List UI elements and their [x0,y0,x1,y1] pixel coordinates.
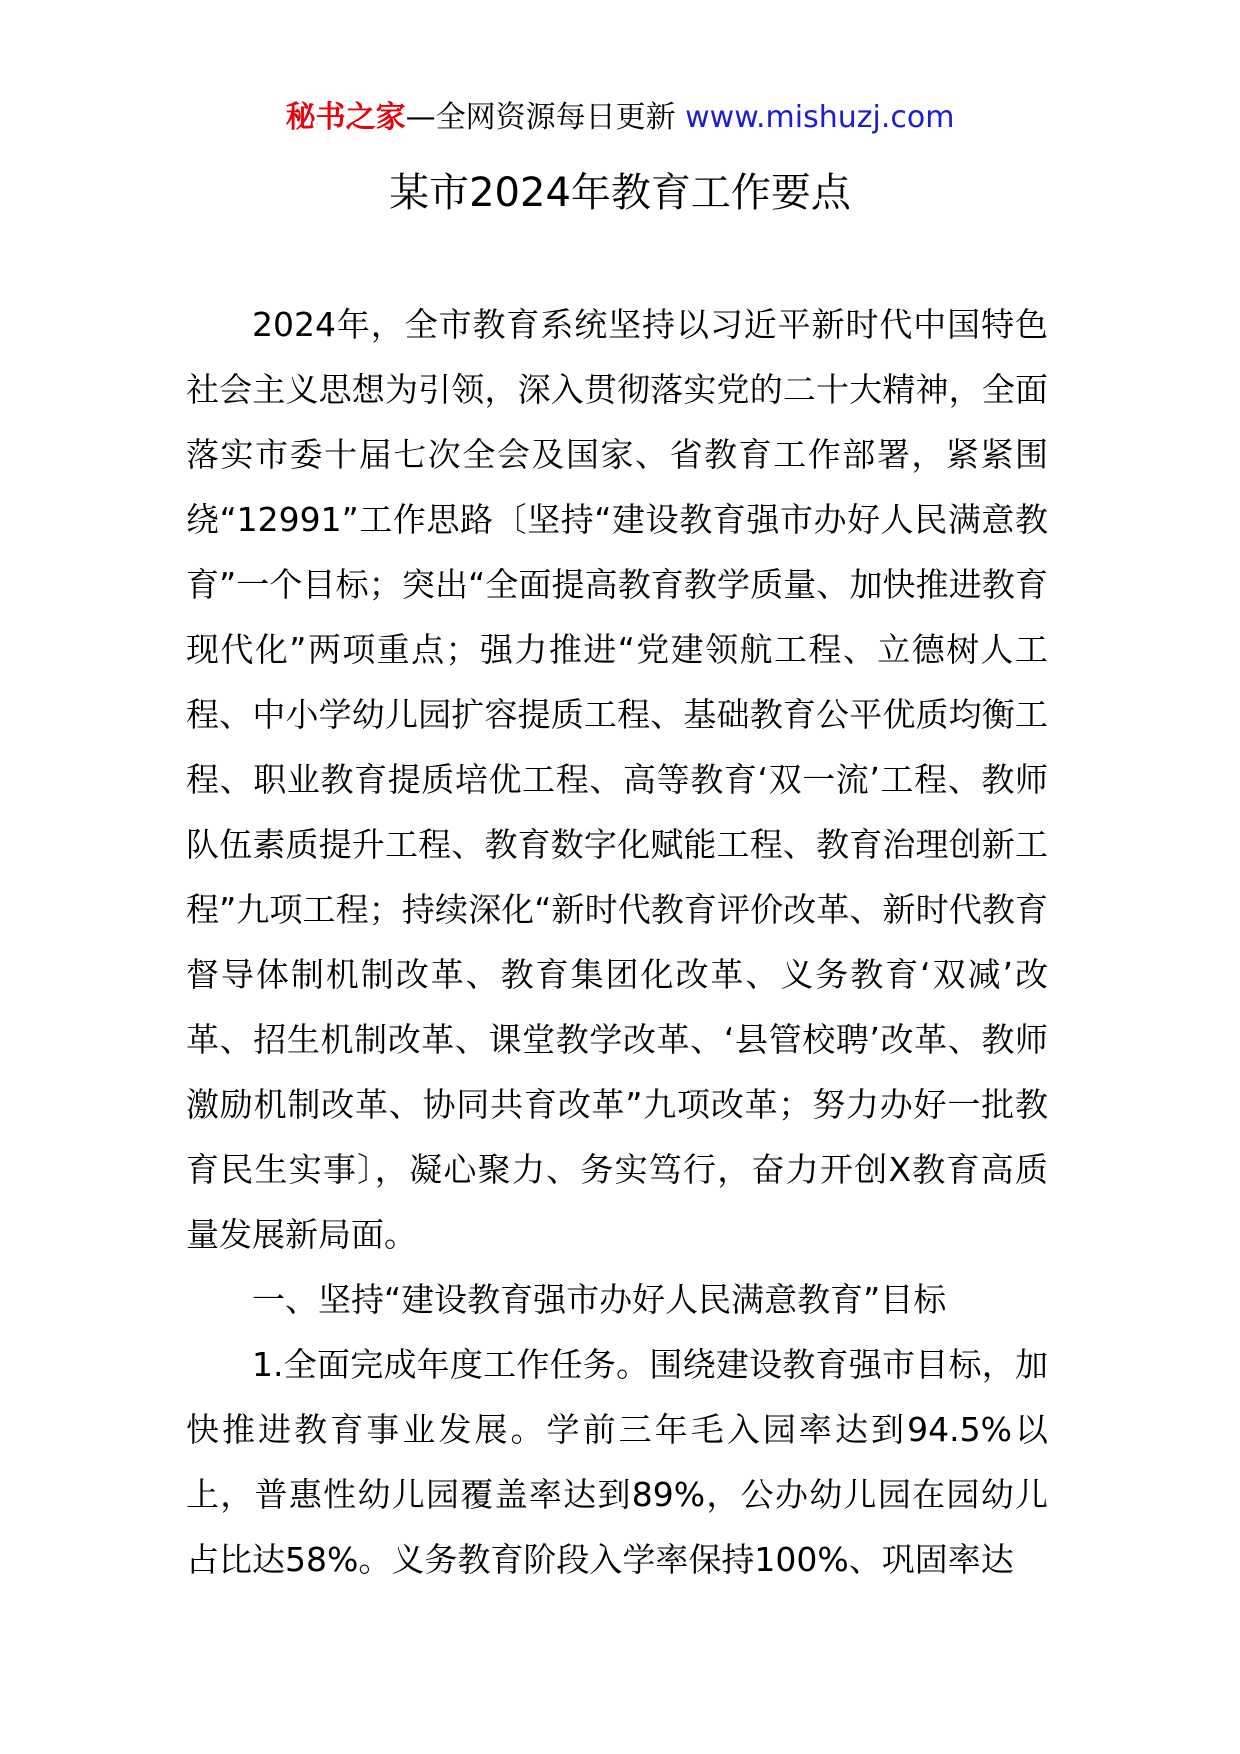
site-header [0,98,1240,138]
brand-name: 秘书之家 [285,100,406,135]
item-paragraph: 1.全面完成年度工作任务。围绕建设教育强市目标，加快推进教育事业发展。学前三年毛入园率达到94.5%以上，普惠性幼儿园覆盖率达到89%，公办幼儿园在园幼儿占比达58%。义务教育阶段入学率保持100%、巩固率达 [186,1345,1048,1579]
document-title: 某市2024年教育工作要点 [389,170,851,216]
section-heading: 一、坚持“建设教育强市办好人民满意教育”目标 [252,1280,947,1319]
site-url-link[interactable]: www.mishuzj.com [685,100,955,135]
intro-paragraph: 2024年，全市教育系统坚持以习近平新时代中国特色社会主义思想为引领，深入贯彻落实党的二十大精神，全面落实市委十届七次全会及国家、省教育工作部署，紧紧围绕“12991”工作思路〔坚持“建设教育强市办好人民满意教育”一个目标；突出“全面提高教育教学质量、加快推进教育现代化”两项重点；强力推进“党建领航工程、立德树人工程、中小学幼儿园扩容提质工程、基础教育公平优质均衡工程、职业教育提质培优工程、高等教育‘双一流’工程、教师队伍素质提升工程、教育数字化赋能工程、教育治理创新工程”九项工程；持续深化“新时代教育评价改革、新时代教育督导体制机制改革、教育集团化改革、义务教育‘双减’改革、招生机制改革、课堂教学改革、‘县管校聘’改革、教师激励机制改革、协同共育改革”九项改革；努力办好一批教育民生实事〕，凝心聚力、务实笃行，奋力开创X教育高质量发展新局面。 [186,305,1048,1254]
header-tagline: —全网资源每日更新 [405,100,686,135]
document-body [186,292,1048,1592]
